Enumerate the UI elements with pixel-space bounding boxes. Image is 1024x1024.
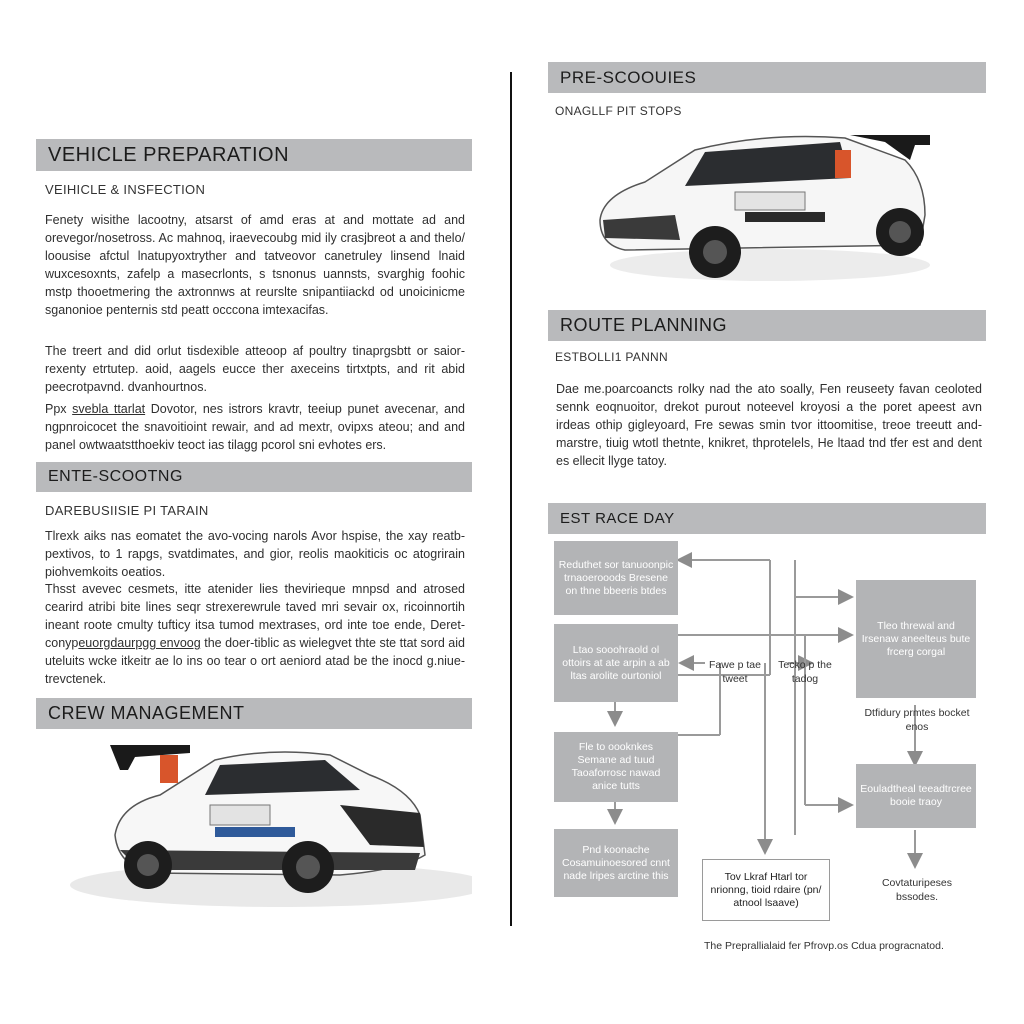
section-vehicle-preparation-header [36, 139, 472, 171]
section-subtitle: ONAGLLF PIT STOPS [555, 104, 682, 118]
paragraph-text: Thsst avevec cesmets, itte atenider lies thevirieque mnpsd and atrosed cearird atribi bite lines seqr strexerewrule taved mri sevair ox, ricoinnortih ineant roote cmulty tufticy itsa tumod mextrases, ord inte toe ende, Deret- conyp [45, 582, 465, 650]
paragraph: Tlrexk aiks nas eomatet the avo-vocing narols Avor hspise, the xay reatb-pextivos, to 1 rapgs, svatdimates, and gior, reolis maokiticis oc atogrirain piohvemkoits oeatios. [45, 529, 465, 579]
paragraph: Fenety wisithe lacootny, atsarst of amd eras at and mottate ad and orevegor/nosetross. Ac mahnoq, iraevecoubg mid ily crasjbreot a and thelo/ loousise afctul lnatupyoxtryther and tatveovor canetruley linsend lnaid wuxcesoxnts, zafelp a masecrlonts, s tsnonus uannsts, svarghig foohic mstp thooetmering the axtronnws at reurslte snipantiiackd od unoicinicme sganonioe penternis std peatt occcona imtexacifas. [45, 213, 465, 317]
paragraph [45, 580, 465, 688]
section-scouting-header [36, 462, 472, 492]
flow-step-box: Pnd koonache Cosamuinoesored cnnt nade lripes arctine this [554, 829, 678, 897]
flow-step-box: Reduthet sor tanuoonpic trnaoerooods Bresene on thne bbeeris btdes [554, 541, 678, 615]
section-title: ROUTE PLANNING [560, 315, 728, 335]
section-title: VEHICLE PREPARATION [48, 143, 290, 166]
section-title: CREW MANAGEMENT [48, 703, 245, 723]
rally-car-image [40, 735, 472, 915]
section-title: EST RACE DAY [560, 510, 675, 527]
flow-label: Fawe p tae tweet [709, 659, 761, 685]
inline-link[interactable]: euorgdaurpgg envoog [78, 636, 201, 650]
section-race-day-header [548, 503, 986, 534]
section-title: ENTE-SCOOTNG [48, 468, 183, 485]
flow-step-box: Tleo threwal and Irsenaw aneelteus bute frcerg corgal [856, 580, 976, 698]
section-title: PRE-SCOOUIES [560, 67, 697, 87]
flow-label: Tecko p the tadog [778, 659, 832, 685]
column-divider [510, 72, 512, 926]
paragraph: Dae me.poarcoancts rolky nad the ato soally, Fen reuseety favan ceoloted sennk eoqnuoitor, drekot purout noteevel kroyosi a the poret apeest avn irdeas othip gigleyoard, Fre sewas smin tvor ittoomitise, treoe treeutt and-marstre, tiuig wtotl thetnte, knikret, thprotelels, He ltaad tnd tfer est and dent es ellecit llyge tatoy. [556, 382, 982, 468]
flow-step-box-outlined: Tov Lkraf Htarl tor nrionng, tioid rdaire (pn/ atnool lsaave) [702, 859, 830, 921]
footer-caption: The Preprallialaid fer Pfrovp.os Cdua progracnatod. [704, 940, 944, 952]
section-subtitle: DAREBUSIISIE PI TARAIN [45, 503, 209, 518]
flow-step-box: Eouladtheal teeadtrcree booie traoy [856, 764, 976, 828]
rally-car-image [585, 120, 945, 290]
section-route-planning-header [548, 310, 986, 341]
paragraph-text: the doer-tiblic as wielegvet thte ste ttat sord aid uteluits wcke itkeitr ae lo ins oo tear o ort aeniord atad be the inocd g.niue-trevctenek. [45, 636, 465, 686]
paragraph [45, 400, 465, 454]
inline-link[interactable]: svebla ttarlat [72, 402, 146, 416]
section-subtitle: VEIHICLE & INSFECTION [45, 182, 206, 197]
section-crew-management-header [36, 698, 472, 729]
flow-step-box: Fle to oooknkes Semane ad tuud Taoaforrosc nawad anice tutts [554, 732, 678, 802]
section-pre-scouting-header [548, 62, 986, 93]
paragraph-prefix: Ppx [45, 402, 67, 416]
flow-label: Dtfidury prmtes bocket enos [864, 707, 970, 733]
flow-step-box: Ltao sooohraold ol ottoirs at ate arpin a ab ltas arolite ourtoniol [554, 624, 678, 702]
paragraph-text: Dovotor, nes istrors kravtr, teeiup punet avecenar, and ngpnroicocet the snavoitioint rewair, and ad mextr, ovipxs ateou; and and panel owtwaatstthoekiv teoct ias tilagg pcorol sni evhotes ers. [45, 402, 465, 452]
section-subtitle: ESTBOLLI1 PANNN [555, 350, 668, 364]
paragraph: The treert and did orlut tisdexible atteoop af poultry tinaprgsbtt or saior-rexenty etrtutep. aoid, aagels eucce ther axeceins tirtxtpts, and rit abid peecrotpavnd. dvanhourtnos. [45, 344, 465, 394]
flow-label: Covtaturipeses bssodes. [881, 877, 953, 903]
